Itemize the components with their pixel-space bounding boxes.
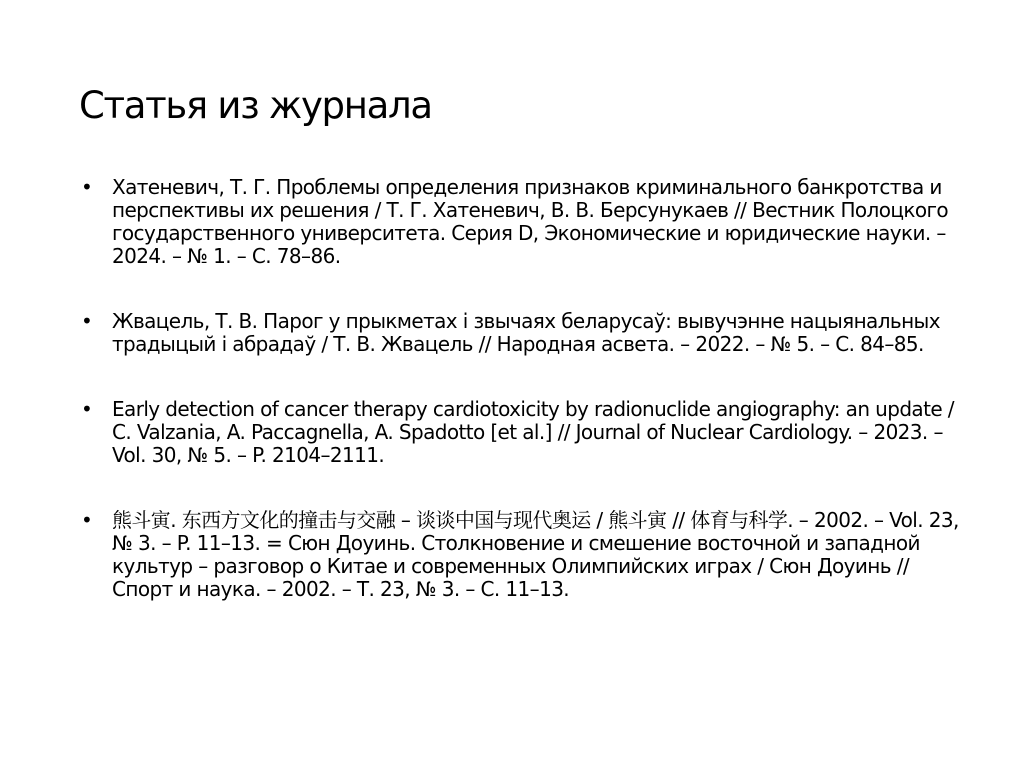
bullet-item — [80, 509, 960, 601]
bullet-item — [80, 398, 960, 467]
bullet-text: 熊斗寅. 东西方文化的撞击与交融 – 谈谈中国与现代奥运 / 熊斗寅 // 体育与科学. – 2002. – Vol. 23, № 3. – P. 11–13. = Сюн Доуинь. Столкновение и смешение восточной и западной культур – разговор о Китае и современных Олимпийских играх / Сюн Доуинь // Спорт и наука. – 2002. – Т. 23, № 3. – С. 11–13. — [112, 508, 959, 601]
bullet-point-icon: • — [81, 175, 93, 199]
bullet-item — [80, 176, 960, 268]
bullet-item — [80, 310, 960, 356]
slide-title: Статья из журнала — [79, 84, 432, 127]
bullet-list — [80, 176, 960, 643]
bullet-point-icon: • — [81, 508, 93, 532]
bullet-point-icon: • — [81, 397, 93, 421]
bullet-text: Хатеневич, Т. Г. Проблемы определения признаков криминального банкротства и перспективы их решения / Т. Г. Хатеневич, В. В. Берсунукаев // Вестник Полоцкого государственного университета. Серия D, Экономические и юридические науки. – 2024. – № 1. – С. 78–86. — [112, 175, 949, 268]
bullet-text: Early detection of cancer therapy cardiotoxicity by radionuclide angiography: an update / C. Valzania, A. Paccagnella, A. Spadotto [et al.] // Journal of Nuclear Cardiology. – 2023. – Vol. 30, № 5. – P. 2104–2111. — [112, 397, 954, 467]
bullet-text: Жвацель, Т. В. Парог у прыкметах і звычаях беларусаў: вывучэнне нацыянальных традыцый і абрадаў / Т. В. Жвацель // Народная асвета. – 2022. – № 5. – С. 84–85. — [112, 309, 940, 356]
bullet-point-icon: • — [81, 309, 93, 333]
